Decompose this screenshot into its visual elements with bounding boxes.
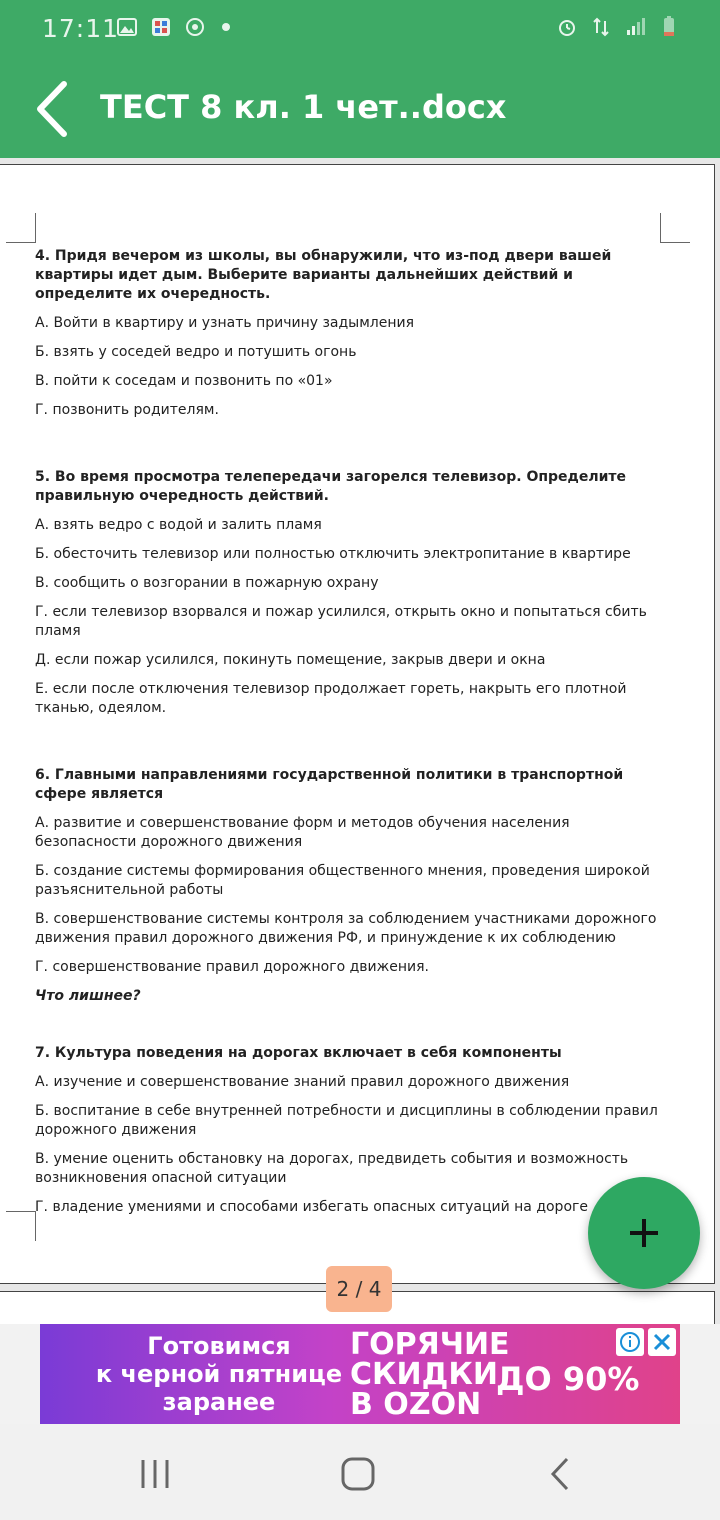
football-icon	[184, 16, 206, 38]
answer-option: Г. позвонить родителям.	[35, 402, 219, 418]
document-content	[35, 247, 665, 1227]
corner-mark	[6, 1211, 36, 1241]
answer-option: В. умение оценить обстановку на дорогах, предвидеть события и возможность возникновения опасной ситуации	[35, 1151, 629, 1186]
corner-mark	[660, 213, 690, 243]
page-indicator: 2 / 4	[326, 1266, 392, 1312]
question-6	[35, 766, 665, 1006]
recents-icon	[139, 1458, 173, 1490]
app-icon	[150, 16, 172, 38]
question-7	[35, 1044, 665, 1217]
ad-discount: ДО 90%	[496, 1360, 640, 1398]
close-icon	[652, 1332, 672, 1352]
document-title: ТЕСТ 8 кл. 1 чет..docx	[100, 88, 507, 126]
notification-dot-icon	[222, 23, 230, 31]
ad-line: Готовимся	[147, 1332, 291, 1360]
ad-line: ГОРЯЧИЕ	[350, 1327, 510, 1362]
answer-option: Г. если телевизор взорвался и пожар усилился, открыть окно и попытаться сбить пламя	[35, 604, 647, 639]
status-bar	[0, 0, 720, 60]
ad-line: заранее	[162, 1388, 276, 1416]
home-icon	[340, 1456, 376, 1492]
answer-option: А. развитие и совершенствование форм и методов обучения населения безопасности дорожного движения	[35, 815, 570, 850]
ad-left-text	[84, 1332, 354, 1416]
navigation-bar	[0, 1424, 720, 1520]
nav-back-button[interactable]	[530, 1454, 590, 1494]
answer-option: Б. воспитание в себе внутренней потребности и дисциплины в соблюдении правил дорожного движения	[35, 1103, 658, 1138]
document-page	[0, 164, 715, 1284]
image-icon	[116, 16, 138, 38]
answer-option: А. изучение и совершенствование знаний правил дорожного движения	[35, 1074, 570, 1090]
info-icon	[619, 1331, 641, 1353]
recents-button[interactable]	[126, 1454, 186, 1494]
document-viewer[interactable]	[0, 158, 720, 1324]
status-time: 17:11	[42, 14, 120, 43]
answer-option: В. совершенствование системы контроля за соблюдением участниками дорожного движения правил дорожного движения РФ, и принуждение к их соблюдению	[35, 911, 657, 946]
plus-icon	[627, 1216, 661, 1250]
home-button[interactable]	[328, 1454, 388, 1494]
ad-right-text	[350, 1327, 510, 1422]
question-title: 7. Культура поведения на дорогах включает в себя компоненты	[35, 1045, 562, 1061]
battery-icon	[658, 16, 680, 38]
answer-option: А. взять ведро с водой и залить пламя	[35, 517, 322, 533]
app-header	[0, 0, 720, 158]
answer-option: Д. если пожар усилился, покинуть помещение, закрыв двери и окна	[35, 652, 546, 668]
ad-info-button[interactable]	[616, 1328, 644, 1356]
back-button[interactable]	[28, 78, 78, 140]
question-title: 6. Главными направлениями государственной политики в транспортной сфере является	[35, 767, 624, 802]
question-title: 5. Во время просмотра телепередачи загорелся телевизор. Определите правильную очередность действий.	[35, 469, 627, 504]
corner-mark	[6, 213, 36, 243]
answer-option: Г. совершенствование правил дорожного движения.	[35, 959, 429, 975]
back-icon	[548, 1456, 572, 1492]
answer-option: Г. владение умениями и способами избегать опасных ситуаций на дороге	[35, 1199, 588, 1215]
question-4	[35, 247, 665, 420]
answer-option: В. пойти к соседам и позвонить по «01»	[35, 373, 333, 389]
ad-line: В OZON	[350, 1387, 482, 1422]
question-title: 4. Придя вечером из школы, вы обнаружили, что из-под двери вашей квартиры идет дым. Выберите варианты дальнейших действий и определите их очередность.	[35, 248, 612, 302]
question-5	[35, 468, 665, 718]
ad-line: к черной пятнице	[95, 1360, 343, 1388]
signal-icon	[624, 16, 646, 38]
answer-option: В. сообщить о возгорании в пожарную охрану	[35, 575, 379, 591]
data-arrows-icon	[590, 16, 612, 38]
alarm-icon	[556, 16, 578, 38]
question-note: Что лишнее?	[35, 988, 141, 1004]
ad-line: СКИДКИ	[350, 1357, 498, 1392]
ad-banner[interactable]	[40, 1324, 680, 1424]
answer-option: Е. если после отключения телевизор продолжает гореть, накрыть его плотной тканью, одеялом.	[35, 681, 627, 716]
add-button[interactable]	[588, 1177, 700, 1289]
answer-option: Б. взять у соседей ведро и потушить огонь	[35, 344, 357, 360]
answer-option: Б. создание системы формирования общественного мнения, проведения широкой разъяснительной работы	[35, 863, 650, 898]
answer-option: А. Войти в квартиру и узнать причину задымления	[35, 315, 415, 331]
answer-option: Б. обесточить телевизор или полностью отключить электропитание в квартире	[35, 546, 631, 562]
arrow-left-icon	[28, 78, 78, 140]
ad-close-button[interactable]	[648, 1328, 676, 1356]
